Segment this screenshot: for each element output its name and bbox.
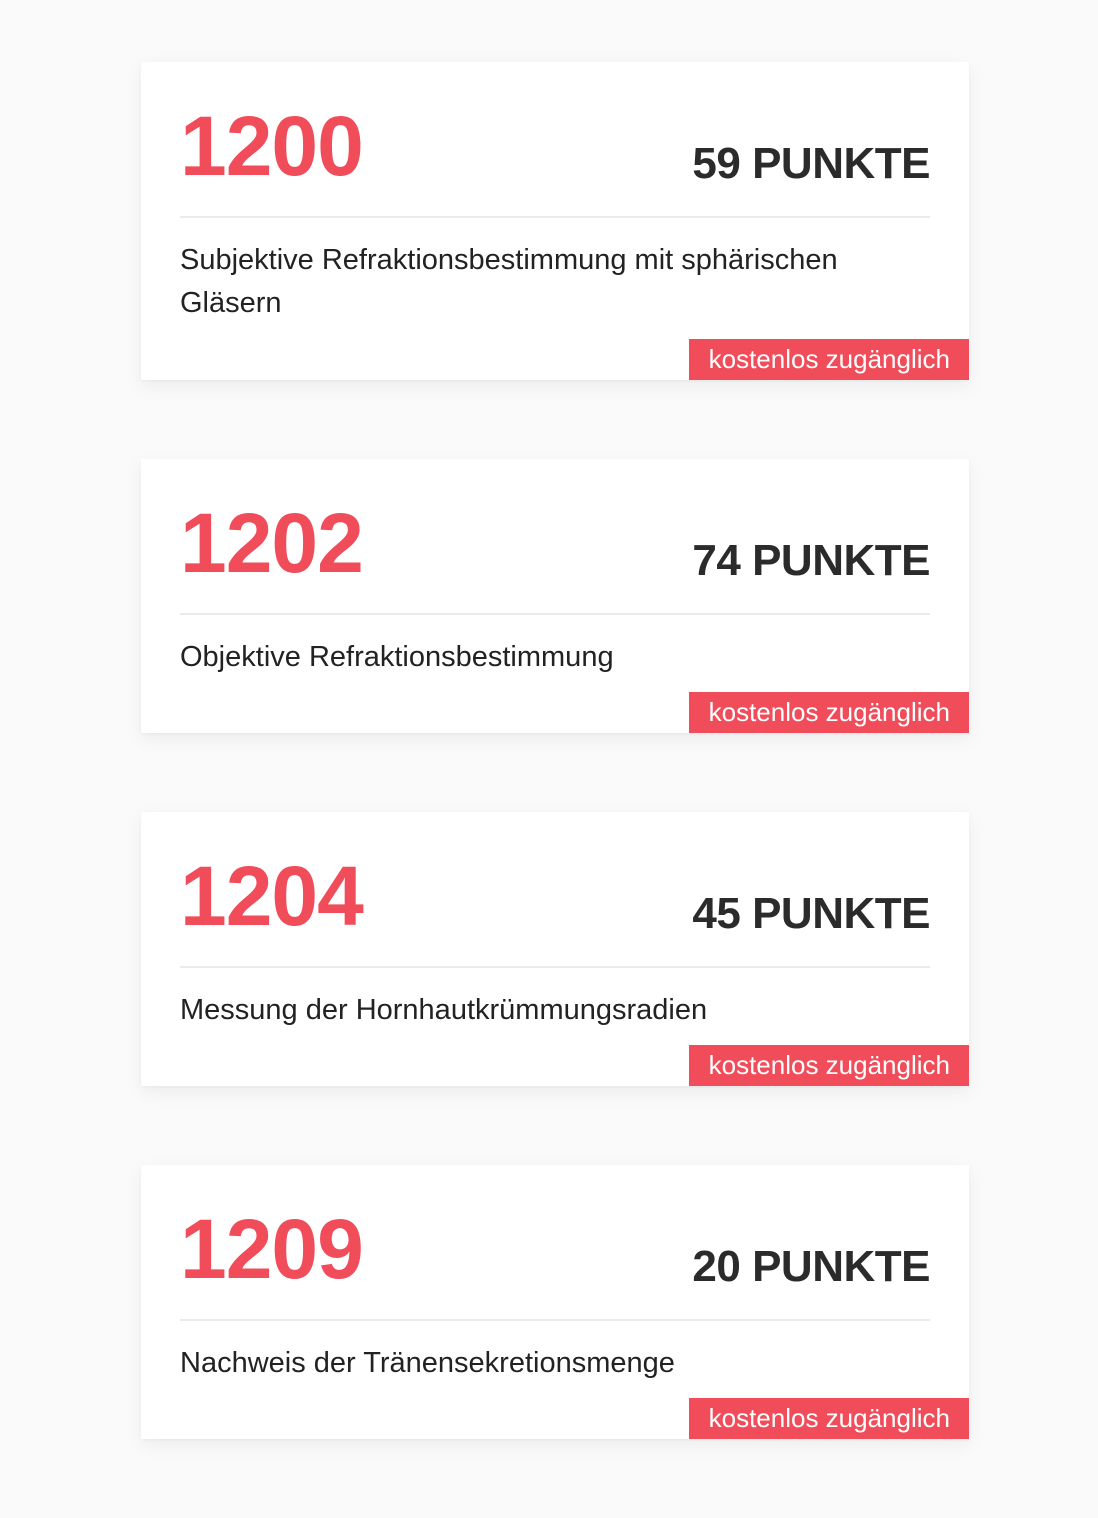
- service-card[interactable]: [141, 812, 969, 1086]
- service-description: Nachweis der Tränensekretionsmenge: [180, 1347, 675, 1379]
- service-code: 1200: [180, 99, 363, 193]
- service-description: Messung der Hornhautkrümmungsradien: [180, 994, 708, 1026]
- service-points: 59 PUNKTE: [692, 139, 930, 188]
- card-header: [180, 459, 930, 615]
- free-access-badge: kostenlos zugänglich: [689, 339, 969, 380]
- service-card[interactable]: [141, 459, 969, 733]
- service-points: 45 PUNKTE: [692, 889, 930, 938]
- service-description: Objektive Refraktionsbestimmung: [180, 641, 614, 673]
- service-points: 20 PUNKTE: [692, 1242, 930, 1291]
- free-access-badge: kostenlos zugänglich: [689, 1398, 969, 1439]
- free-access-badge: kostenlos zugänglich: [689, 692, 969, 733]
- service-code: 1204: [180, 849, 363, 943]
- service-card[interactable]: [141, 1165, 969, 1439]
- service-code: 1209: [180, 1202, 363, 1296]
- free-access-badge: kostenlos zugänglich: [689, 1045, 969, 1086]
- service-card[interactable]: [141, 62, 969, 380]
- card-header: [180, 62, 930, 218]
- service-description: Subjektive Refraktionsbestimmung mit sphärischen Gläsern: [180, 244, 838, 319]
- service-points: 74 PUNKTE: [692, 536, 930, 585]
- service-code: 1202: [180, 496, 363, 590]
- card-header: [180, 812, 930, 968]
- card-list: [141, 62, 969, 1518]
- card-header: [180, 1165, 930, 1321]
